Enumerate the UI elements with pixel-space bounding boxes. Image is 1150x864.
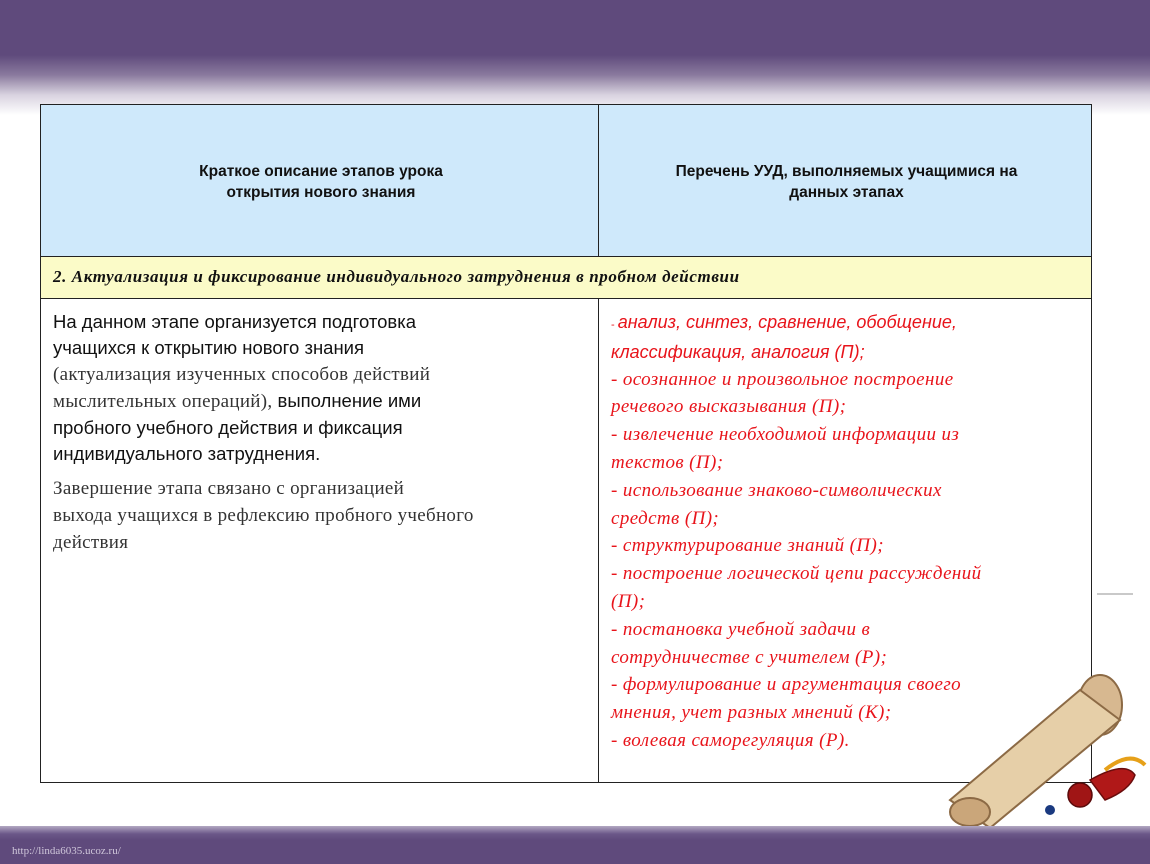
uud-dash: - [611,319,618,331]
stage-title: 2. Актуализация и фиксирование индивидуального затруднения в пробном действии [53,267,740,286]
desc-line2: учащихся к открытию нового знания [53,337,365,358]
uud-item-9-line1: волевая саморегуляция (Р). [622,729,850,751]
bottom-decorative-band [0,826,1150,864]
uud-dash: - [611,479,623,501]
header-left-text [81,161,561,203]
uud-dash: - [611,368,623,390]
uud-item-7 [611,619,887,668]
uud-item-2 [611,369,954,418]
completion-line2: выхода учащихся в рефлексию пробного учебного [53,505,474,526]
uud-item-5-line1: структурирование знаний (П); [622,535,884,557]
uud-item-9 [611,730,850,751]
uud-item-5 [611,535,884,556]
header-left-line2: открытия нового знания [226,184,416,201]
uud-item-1-line1: анализ, синтез, сравнение, обобщение, [617,312,957,332]
uud-item-1-line2: классификация, аналогия (П); [611,341,865,362]
stage-description-cell [41,299,599,782]
stage-description-text [53,309,593,467]
completion-line3: действия [53,532,129,553]
desc-line1: На данном этапе организуется подготовка [53,311,416,332]
uud-item-3-line2: текстов (П); [611,451,724,473]
uud-dash: - [611,563,623,585]
top-decorative-band [0,0,1150,115]
uud-item-6 [611,563,982,612]
uud-dash: - [611,424,623,446]
header-cell-uud-list [599,105,1091,257]
header-left-line1: Краткое описание этапов урока [199,163,443,180]
desc-line4-rest: выполнение ими [277,390,422,411]
uud-dash: - [611,729,623,751]
stage-title-row [41,257,1091,299]
desc-line4-serif: мыслительных операций), [53,391,278,412]
uud-item-1 [611,312,957,362]
desc-line6: индивидуального затруднения. [53,443,321,464]
uud-dash: - [611,674,623,696]
uud-dash: - [611,618,623,640]
header-cell-stage-description [41,105,599,257]
uud-item-4 [611,480,942,529]
uud-dash: - [611,535,623,557]
uud-item-4-line2: средств (П); [611,507,720,529]
stage-completion-text [53,475,593,556]
scroll-icon [950,675,1122,828]
uud-item-2-line1: осознанное и произвольное построение [622,368,954,390]
scroll-quill-illustration [930,650,1150,830]
desc-line5: пробного учебного действия и фиксация [53,417,403,438]
uud-item-6-line1: построение логической цепи рассуждений [622,563,982,585]
uud-item-7-line1: постановка учебной задачи в [622,618,871,640]
uud-item-6-line2: (П); [611,590,646,612]
header-right-line2: данных этапах [789,184,904,201]
completion-line1: Завершение этапа связано с организацией [53,478,405,499]
decorative-line [1097,593,1133,595]
uud-item-8 [611,674,961,723]
header-right-text [609,161,1084,203]
uud-item-4-line1: использование знаково-символических [622,479,942,501]
uud-item-3-line1: извлечение необходимой информации из [622,424,960,446]
footer-url: http://linda6035.ucoz.ru/ [12,845,121,857]
header-right-line1: Перечень УУД, выполняемых учащимися на [675,163,1018,180]
uud-item-3 [611,424,959,473]
uud-item-7-line2: сотрудничестве с учителем (Р); [611,646,888,668]
uud-item-8-line1: формулирование и аргументация своего [622,674,962,696]
desc-line3: (актуализация изученных способов действий [53,364,431,385]
uud-item-8-line2: мнения, учет разных мнений (К); [611,702,892,724]
uud-item-2-line2: речевого высказывания (П); [611,396,847,418]
